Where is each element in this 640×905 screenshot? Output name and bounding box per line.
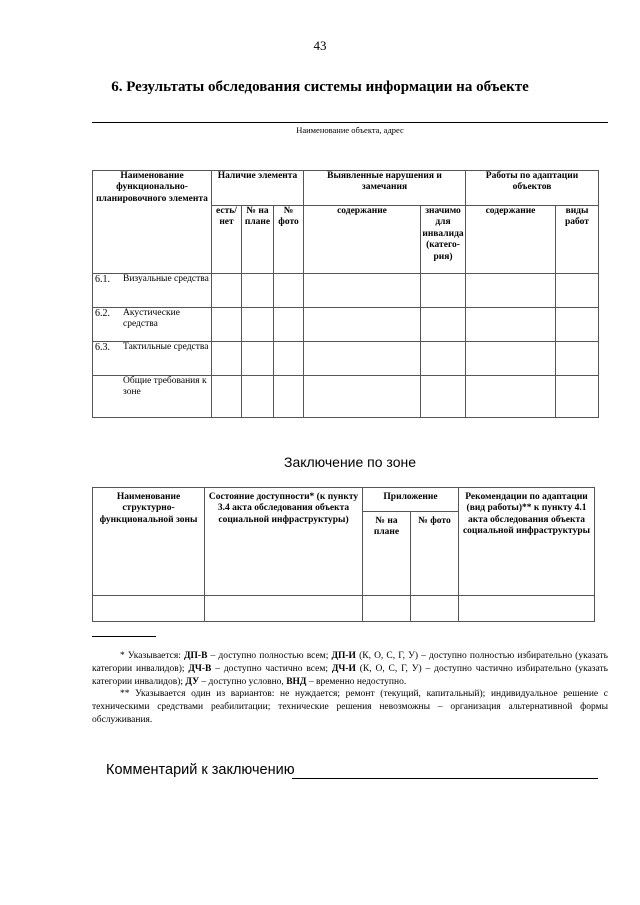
comment-label: Комментарий к заключению bbox=[106, 762, 295, 778]
header-recommendations: Рекомендации по адаптации (вид работы)** к пункту 4.1 акта обследования объекта социальной инфраструктуры bbox=[459, 488, 595, 596]
table-row bbox=[93, 274, 599, 308]
header-yes-no: есть/ нет bbox=[212, 206, 242, 274]
table-row bbox=[93, 342, 599, 376]
row-label: Визуальные средства bbox=[123, 274, 209, 284]
footnote-1: * Указывается: ДП-В – доступно полностью всем; ДП-И (К, О, С, Г, У) – доступно полностью избирательно (указать категории инвалидов); ДЧ-В – доступно частично всем; ДЧ-И (К, О, С, Г, У) – доступно частично избирательно (указать категории инвалидов); ДУ – доступно условно, ВНД – временно недоступно. bbox=[92, 651, 609, 687]
header-content: содержание bbox=[304, 206, 421, 274]
header-adaptation: Работы по адаптации объектов bbox=[466, 171, 599, 206]
header-plan-no: № на плане bbox=[363, 512, 411, 596]
header-significance: значимо для инвалида (катего-рия) bbox=[421, 206, 466, 274]
table-row bbox=[93, 308, 599, 342]
header-zone-name: Наименование структурно-функциональной зоны bbox=[93, 488, 205, 596]
header-accessibility: Состояние доступности* (к пункту 3.4 акта обследования объекта социальной инфраструктуры) bbox=[205, 488, 363, 596]
zone-conclusion-table bbox=[92, 487, 595, 622]
page-title: 6. Результаты обследования системы информации на объекте bbox=[111, 79, 529, 95]
footnotes bbox=[92, 650, 608, 727]
header-appendix: Приложение bbox=[363, 488, 459, 512]
zone-conclusion-title: Заключение по зоне bbox=[283, 454, 416, 470]
footnote-2: ** Указывается один из вариантов: не нуждается; ремонт (текущий, капитальный); индивидуальное решение с техническими средствами реабилитации; технические решения невозможны – организация альтернативной формы обслуживания. bbox=[92, 689, 608, 726]
row-number: 6.2. bbox=[95, 308, 110, 319]
header-violations: Выявленные нарушения и замечания bbox=[304, 171, 466, 206]
header-photo-no: № фото bbox=[411, 512, 459, 596]
row-label: Тактильные средства bbox=[123, 342, 209, 352]
header-work-types: виды работ bbox=[556, 206, 599, 274]
header-photo-no: № фото bbox=[274, 206, 304, 274]
page-number: 43 bbox=[313, 38, 327, 53]
header-plan-no: № на плане bbox=[242, 206, 274, 274]
row-number: 6.3. bbox=[95, 342, 110, 353]
footnote-rule bbox=[92, 636, 156, 637]
address-line bbox=[92, 122, 608, 123]
inspection-table bbox=[92, 170, 599, 418]
comment-field[interactable] bbox=[292, 778, 598, 779]
header-presence: Наличие элемента bbox=[212, 171, 304, 206]
row-label: Акустические средства bbox=[123, 308, 180, 330]
table-row bbox=[93, 376, 599, 418]
table-row bbox=[93, 596, 595, 622]
header-element: Наименование функционально-планировочного элемента bbox=[93, 171, 212, 274]
address-caption: Наименование объекта, адрес bbox=[296, 125, 404, 135]
row-label: Общие требования к зоне bbox=[123, 376, 207, 398]
row-number: 6.1. bbox=[95, 274, 110, 285]
header-adapt-content: содержание bbox=[466, 206, 556, 274]
